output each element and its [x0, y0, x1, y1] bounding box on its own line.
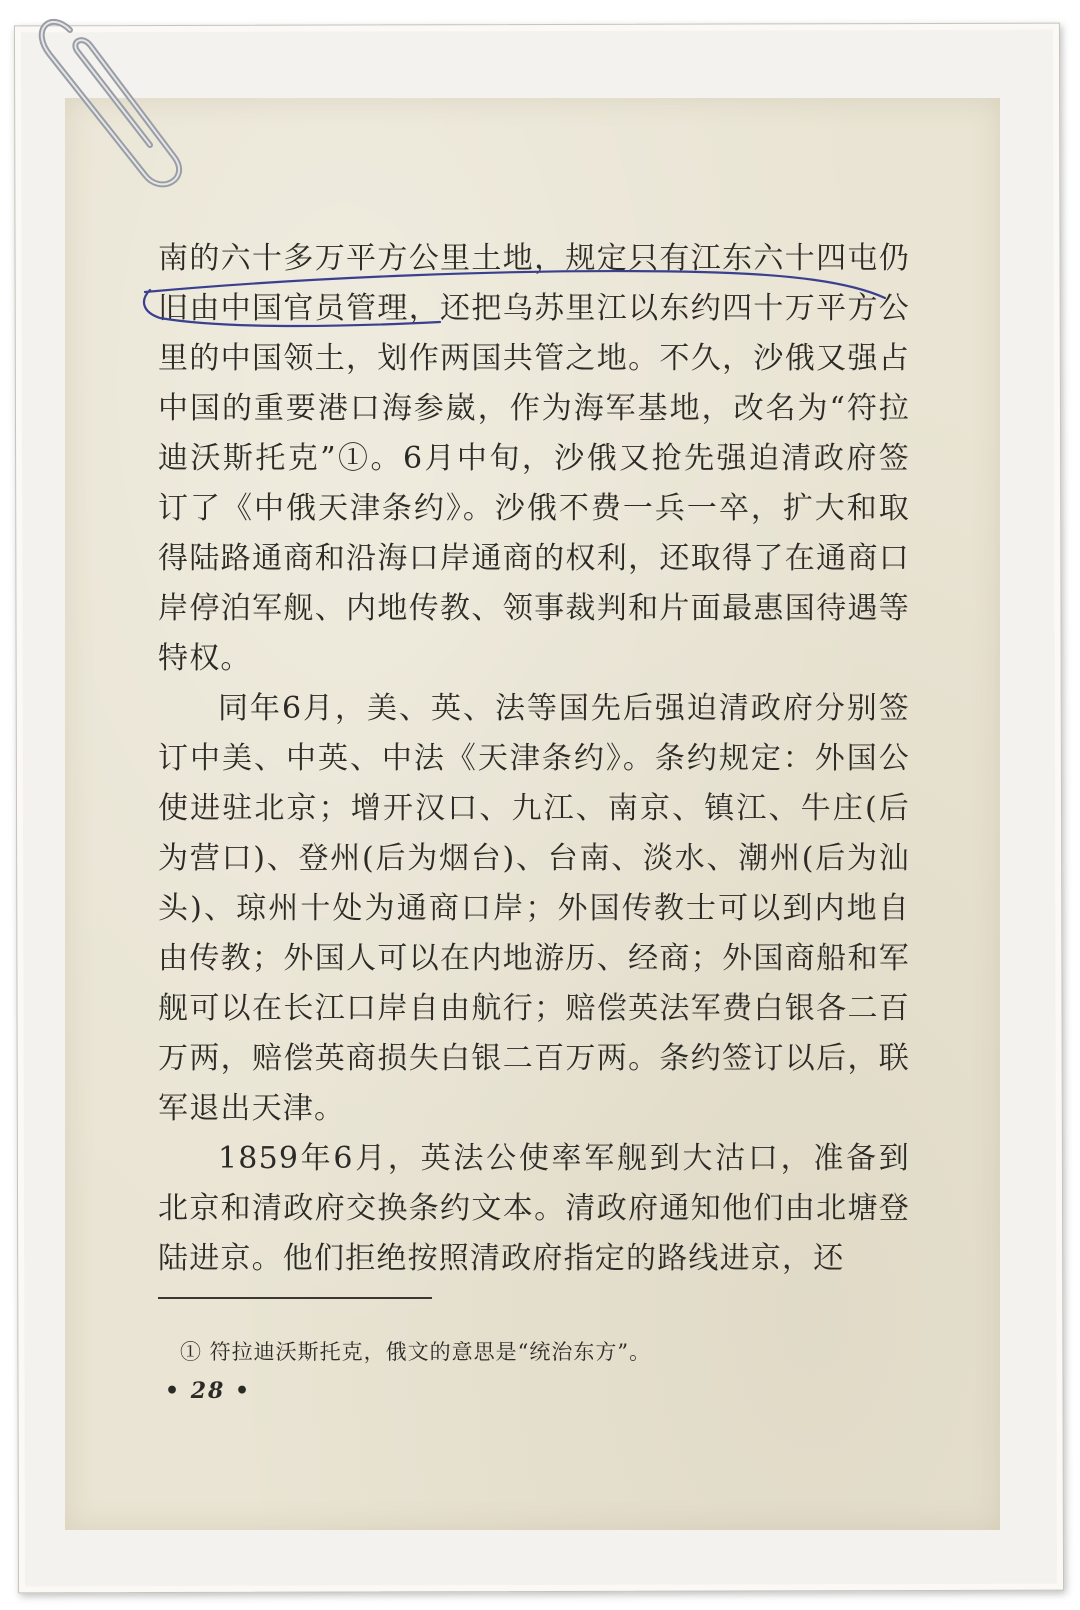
body-text: [158, 234, 910, 1284]
paragraph-2: 同年6月，美、英、法等国先后强迫清政府分别签订中美、中英、中法《天津条约》。条约规定：外国公使进驻北京；增开汉口、九江、南京、镇江、牛庄(后为营口)、登州(后为烟台)、台南、淡水、潮州(后为汕头)、琼州十处为通商口岸；外国传教士可以到内地自由传教；外国人可以在内地游历、经商；外国商船和军舰可以在长江口岸自由航行；赔偿英法军费白银各二百万两，赔偿英商损失白银二百万两。条约签订以后，联军退出天津。: [158, 691, 910, 1126]
footnote: ① 符拉迪沃斯托克，俄文的意思是“统治东方”。: [180, 1340, 652, 1364]
footnote-divider: [158, 1297, 432, 1299]
paperclip-icon: [30, 0, 200, 200]
paragraph-3: 1859年6月，英法公使率军舰到大沽口，准备到北京和清政府交换条约文本。清政府通知他们由北塘登陆进京。他们拒绝按照清政府指定的路线进京，还: [158, 1141, 910, 1276]
paragraph-1: 南的六十多万平方公里土地，规定只有江东六十四屯仍旧由中国官员管理，还把乌苏里江以东约四十万平方公里的中国领土，划作两国共管之地。不久，沙俄又强占中国的重要港口海参崴，作为海军基地，改名为“符拉迪沃斯托克”①。6月中旬，沙俄又抢先强迫清政府签订了《中俄天津条约》。沙俄不费一兵一卒，扩大和取得陆路通商和沿海口岸通商的权利，还取得了在通商口岸停泊军舰、内地传教、领事裁判和片面最惠国待遇等特权。: [158, 241, 910, 676]
page-number: • 28 •: [165, 1378, 252, 1404]
